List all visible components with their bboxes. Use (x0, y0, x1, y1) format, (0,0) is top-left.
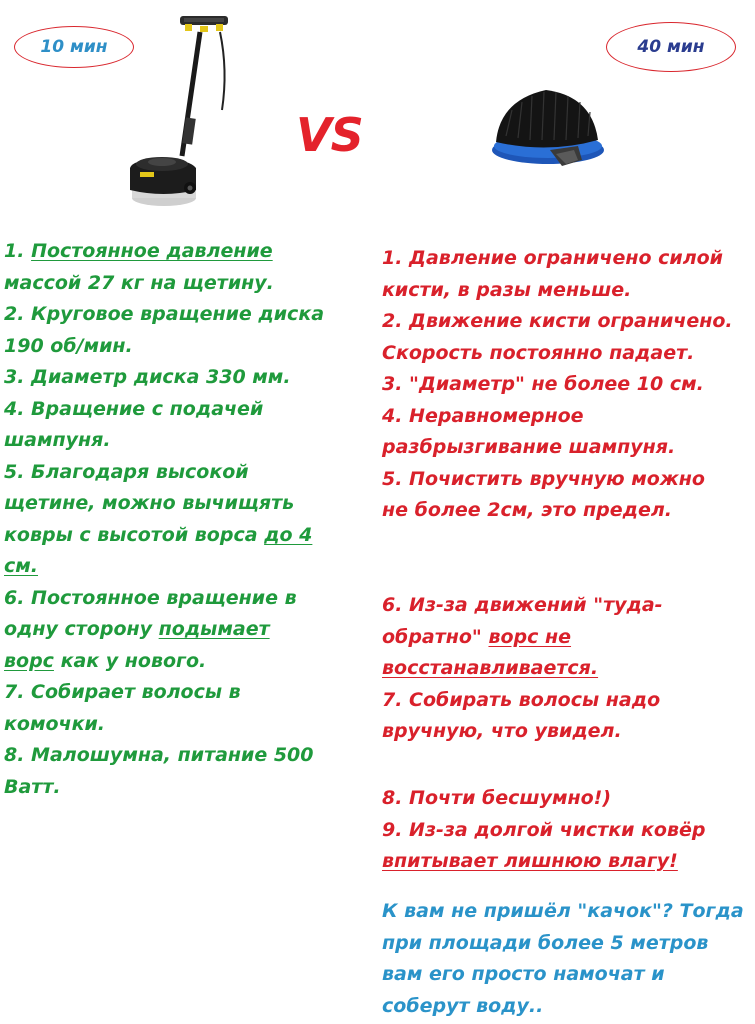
list-item: 6. Постоянное вращение в (4, 586, 297, 609)
list-item: 2. Круговое вращение диска (4, 303, 325, 325)
list-item: 3. Диаметр диска 330 мм. (4, 366, 291, 388)
item-text: 1. (4, 240, 32, 262)
list-item (4, 614, 324, 646)
closing-note (382, 896, 744, 1022)
note-line: вам его просто намочат и (382, 963, 665, 985)
item-text-underlined: ворс не (488, 625, 572, 648)
list-item (4, 646, 324, 678)
list-item: Ватт. (4, 775, 61, 798)
item-text-underlined: восстанавливается. (382, 657, 599, 679)
vs-label: VS (296, 108, 363, 162)
brush-drawbacks-list (382, 243, 733, 527)
hand-brush-image (486, 80, 606, 172)
brush-drawbacks-list-continued (382, 590, 663, 748)
item-text-underlined: впитывает лишнюю влагу! (382, 850, 678, 872)
list-item: Скорость постоянно падает. (382, 341, 695, 364)
item-text-underlined: подымает (158, 618, 270, 640)
time-badge-right (606, 22, 736, 72)
list-item: разбрызгивание шампуня. (382, 436, 676, 458)
list-item: 8. Почти бесшумно!) (382, 787, 612, 809)
item-text-underlined: Постоянное давление (31, 240, 273, 262)
list-item: шампуня. (4, 429, 111, 451)
list-item: 4. Вращение с подачей (4, 397, 264, 420)
list-item: 3. "Диаметр" не более 10 см. (382, 373, 704, 395)
list-item (4, 551, 324, 583)
note-line: К вам не пришёл "качок"? Тогда (382, 900, 744, 922)
list-item (4, 520, 324, 552)
item-text: как у нового. (53, 649, 207, 672)
list-item (382, 846, 706, 878)
list-item: не более 2см, это предел. (382, 499, 673, 521)
note-line: при площади более 5 метров (382, 931, 709, 954)
brush-drawbacks-list-end (382, 783, 706, 878)
note-line: соберут воду.. (382, 994, 544, 1017)
list-item (382, 622, 663, 654)
list-item: 190 об/мин. (4, 334, 133, 357)
list-item: 1. Давление ограничено силой (382, 247, 723, 269)
list-item: 7. Собирать волосы надо (382, 688, 661, 711)
list-item: 8. Малошумна, питание 500 (4, 744, 314, 766)
list-item: кисти, в разы меньше. (382, 278, 632, 301)
list-item: 4. Неравномерное (382, 404, 584, 427)
list-item (4, 236, 324, 268)
list-item: 5. Почистить вручную можно (382, 467, 705, 490)
item-text: одну сторону (4, 618, 159, 640)
list-item: вручную, что увидел. (382, 720, 622, 742)
time-badge-right-label: 40 мин (637, 37, 705, 57)
time-badge-left-label: 10 мин (40, 37, 108, 57)
list-item: щетине, можно вычищять (4, 492, 295, 514)
list-item: 2. Движение кисти ограничено. (382, 310, 733, 332)
list-item: 5. Благодаря высокой (4, 460, 249, 483)
machine-features-list (4, 236, 324, 803)
list-item: комочки. (4, 712, 106, 735)
list-item: 6. Из-за движений "туда- (382, 594, 663, 616)
item-text: ковры с высотой ворса (4, 523, 265, 546)
list-item: 7. Собирает волосы в (4, 681, 241, 703)
item-text-underlined: см. (4, 555, 39, 577)
item-text-underlined: ворс (4, 649, 54, 672)
list-item (382, 653, 663, 685)
item-text: обратно" (382, 625, 489, 648)
floor-scrubber-machine-image (122, 10, 234, 210)
item-text-underlined: до 4 (264, 523, 313, 546)
time-badge-left (14, 26, 134, 68)
list-item: массой 27 кг на щетину. (4, 271, 274, 294)
list-item: 9. Из-за долгой чистки ковёр (382, 818, 706, 841)
